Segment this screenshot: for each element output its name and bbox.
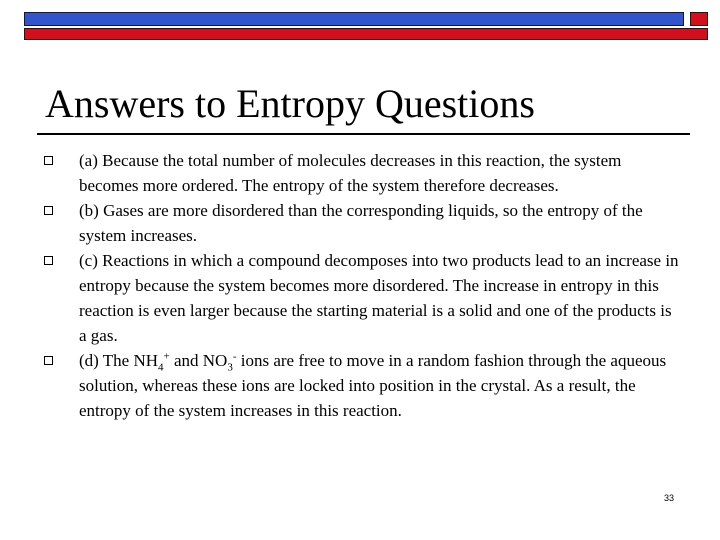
square-bullet-icon (44, 206, 53, 215)
superscript: + (163, 350, 170, 363)
top-blue-bar (24, 12, 684, 26)
square-bullet-icon (44, 256, 53, 265)
slide-title: Answers to Entropy Questions (45, 81, 535, 126)
superscript: - (232, 350, 237, 363)
bullet-text: (b) Gases are more disordered than the corresponding liquids, so the entropy of the system increases. (79, 201, 643, 245)
page-number: 33 (664, 493, 675, 503)
header-decoration (0, 0, 720, 44)
top-right-red-block (690, 12, 708, 26)
bullet-text: (c) Reactions in which a compound decomposes into two products lead to an increase in entropy because the system becomes more disordered. The increase in entropy in this reaction is even larger because the starting material is a solid and one of the products is a gas. (79, 251, 679, 345)
square-bullet-icon (44, 356, 53, 365)
subscript: 4 (158, 361, 164, 374)
bullet-item-a (0, 148, 679, 198)
top-red-bar (24, 28, 708, 40)
bullet-text: (a) Because the total number of molecules decreases in this reaction, the system becomes more ordered. The entropy of the system therefore decreases. (79, 151, 622, 195)
bullet-item-b (0, 198, 679, 248)
bullet-text (79, 348, 679, 423)
bullet-item-c (0, 248, 679, 348)
text-segment: ions are free to move in a random fashion through the aqueous solution, whereas these ions are locked into position in the crystal. As a result, the entropy of the system increases in this reaction. (79, 351, 667, 420)
bullet-item-d (0, 348, 679, 423)
text-segment: (d) The NH (79, 351, 158, 370)
text-segment: and NO (169, 351, 228, 370)
square-bullet-icon (44, 156, 53, 165)
title-divider (37, 133, 690, 135)
subscript: 3 (227, 361, 233, 374)
bullet-list (0, 148, 720, 423)
